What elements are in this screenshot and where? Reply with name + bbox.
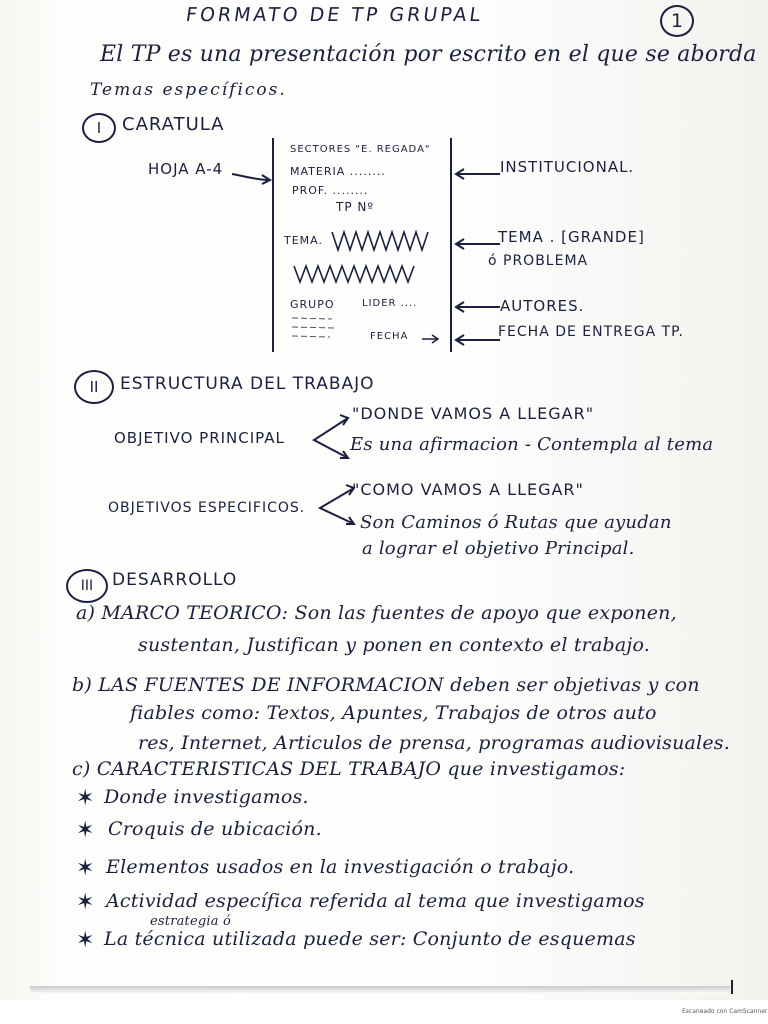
objetivo-principal-label: OBJETIVO PRINCIPAL bbox=[114, 429, 285, 447]
arrow-institucional bbox=[452, 166, 502, 182]
fuentes-line-2: fiables como: Textos, Apuntes, Trabajos de otros auto bbox=[130, 702, 657, 724]
intro-line-1: El TP es una presentación por escrito en el que se aborda bbox=[100, 42, 757, 67]
bullet-item: Donde investigamos. bbox=[104, 786, 309, 808]
zigzag-tema-line-1 bbox=[332, 230, 428, 252]
label-fecha-entrega: FECHA DE ENTREGA TP. bbox=[498, 324, 684, 340]
bullet-item: Elementos usados en la investigación o trabajo. bbox=[106, 856, 575, 878]
objetivos-especificos-line-1: "COMO VAMOS A LLEGAR" bbox=[352, 480, 584, 499]
section-numeral: II bbox=[89, 378, 99, 396]
page-number: 1 bbox=[670, 10, 684, 32]
arrow-hoja-to-cover bbox=[232, 168, 272, 184]
bullet-star: ✶ bbox=[76, 786, 95, 811]
bullet-star: ✶ bbox=[76, 818, 95, 843]
scanner-watermark: Escaneado con CamScanner bbox=[682, 1008, 768, 1015]
fuentes-line-3: res, Internet, Articulos de prensa, programas audiovisuales. bbox=[138, 732, 730, 754]
cover-grupo: GRUPO bbox=[290, 298, 335, 311]
cover-fecha: FECHA bbox=[370, 331, 409, 342]
cover-tema: TEMA. bbox=[284, 234, 323, 247]
section-numeral-circle bbox=[66, 569, 108, 603]
objetivos-especificos-line-2: Son Caminos ó Rutas que ayudan bbox=[360, 512, 672, 533]
arrow-fecha bbox=[452, 332, 502, 348]
objetivos-especificos-label: OBJETIVOS ESPECIFICOS. bbox=[108, 500, 306, 516]
cover-page-sketch bbox=[272, 138, 452, 352]
objetivo-principal-line-1: "DONDE VAMOS A LLEGAR" bbox=[352, 404, 595, 423]
cover-institution: SECTORES "E. REGADA" bbox=[290, 144, 431, 155]
cover-materia: MATERIA ........ bbox=[290, 165, 386, 178]
page-number-circle bbox=[660, 5, 694, 37]
fuentes-line-1: b) LAS FUENTES DE INFORMACION deben ser objetivas y con bbox=[72, 674, 700, 696]
bullet-star: ✶ bbox=[76, 890, 95, 915]
intro-line-2: Temas específicos. bbox=[90, 80, 287, 100]
section-numeral-circle bbox=[74, 370, 114, 404]
label-autores: AUTORES. bbox=[500, 297, 585, 315]
marco-teorico-line-1: a) MARCO TEORICO: Son las fuentes de apoyo que exponen, bbox=[76, 602, 677, 624]
section-numeral: I bbox=[96, 119, 102, 137]
page-edge-mark bbox=[731, 980, 733, 994]
section-title-estructura: ESTRUCTURA DEL TRABAJO bbox=[120, 374, 375, 394]
bullet-item: La técnica utilizada puede ser: Conjunto de esquemas bbox=[104, 928, 636, 950]
cover-lider: LIDER .... bbox=[362, 298, 418, 309]
objetivo-principal-line-2: Es una afirmacion - Contempla al tema bbox=[350, 434, 714, 455]
cover-group-lines bbox=[292, 316, 352, 342]
page-edge-shadow bbox=[30, 986, 730, 994]
cover-tp-number: TP Nº bbox=[336, 200, 375, 214]
section-numeral: III bbox=[80, 578, 94, 594]
section-numeral-circle bbox=[82, 113, 116, 143]
label-tema: TEMA . [GRANDE] bbox=[498, 228, 645, 246]
bullet-item: Croquis de ubicación. bbox=[108, 818, 322, 840]
cover-fecha-arrow bbox=[422, 334, 442, 344]
caracteristicas-line: c) CARACTERISTICAS DEL TRABAJO que investigamos: bbox=[72, 758, 626, 780]
bullet-star: ✶ bbox=[76, 928, 95, 953]
bullet-item: Actividad específica referida al tema que investigamos bbox=[106, 890, 645, 912]
insert-note: estrategia ó bbox=[150, 914, 232, 929]
label-problema: ó PROBLEMA bbox=[488, 253, 589, 269]
bullet-star: ✶ bbox=[76, 856, 95, 881]
page-title: FORMATO DE TP GRUPAL bbox=[184, 4, 485, 26]
section-title-caratula: CARATULA bbox=[122, 114, 225, 135]
bracket-arrow-especificos bbox=[316, 484, 356, 528]
marco-teorico-line-2: sustentan, Justifican y ponen en contexto el trabajo. bbox=[138, 634, 651, 656]
hoja-a4-label: HOJA A-4 bbox=[148, 160, 224, 178]
zigzag-tema-line-2 bbox=[294, 264, 414, 284]
arrow-autores bbox=[452, 299, 502, 315]
cover-prof: PROF. ........ bbox=[292, 184, 369, 197]
label-institucional: INSTITUCIONAL. bbox=[500, 158, 635, 176]
arrow-tema bbox=[452, 236, 502, 252]
section-title-desarrollo: DESARROLLO bbox=[112, 570, 238, 590]
objetivos-especificos-line-3: a lograr el objetivo Principal. bbox=[362, 538, 635, 559]
bracket-arrow-principal bbox=[310, 414, 350, 460]
